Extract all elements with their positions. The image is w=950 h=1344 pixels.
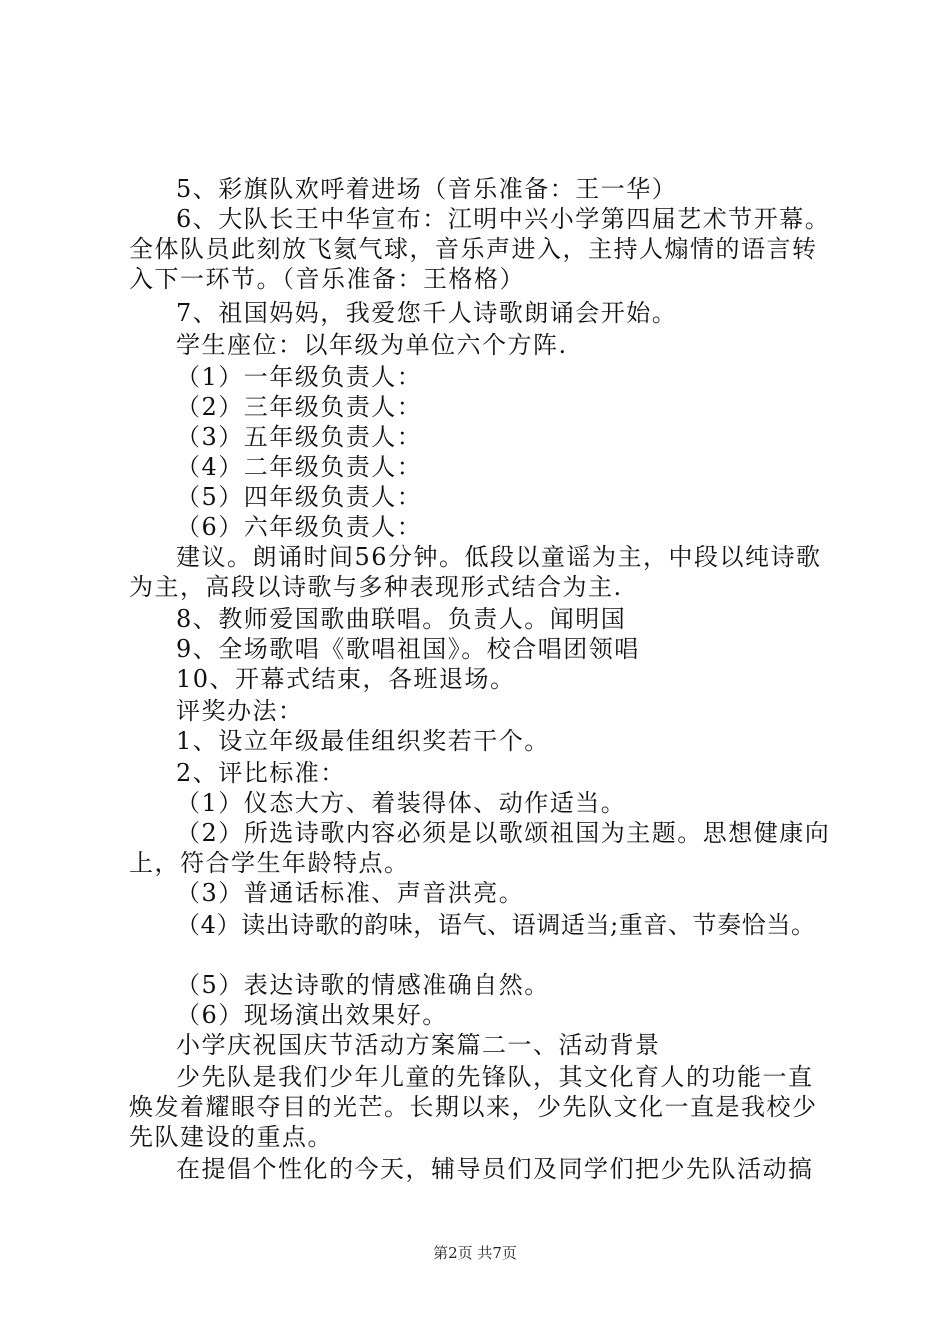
text-line-11: （5）四年级负责人： <box>176 483 423 511</box>
text-line-13: 建议。朗诵时间56分钟。低段以童谣为主，中段以纯诗歌 <box>176 543 822 571</box>
text-line-31: 先队建设的重点。 <box>129 1123 333 1151</box>
text-line-1: 5、彩旗队欢呼着进场（音乐准备：王一华） <box>176 175 678 203</box>
text-line-18: 评奖办法： <box>176 697 304 725</box>
text-line-25: （4）读出诗歌的韵味，语气、语调适当;重音、节奏恰当。 <box>176 911 816 939</box>
text-line-6: 学生座位：以年级为单位六个方阵. <box>176 331 568 359</box>
text-line-10: （4）二年级负责人： <box>176 453 423 481</box>
text-line-29: 少先队是我们少年儿童的先锋队，其文化育人的功能一直 <box>176 1063 814 1091</box>
text-line-9: （3）五年级负责人： <box>176 423 423 451</box>
text-line-19: 1、设立年级最佳组织奖若干个。 <box>176 727 550 755</box>
text-line-3: 全体队员此刻放飞氦气球，音乐声进入，主持人煽情的语言转 <box>129 235 818 263</box>
text-line-32: 在提倡个性化的今天，辅导员们及同学们把少先队活动搞 <box>176 1155 814 1183</box>
text-line-14: 为主，高段以诗歌与多种表现形式结合为主. <box>129 573 623 601</box>
text-line-30: 焕发着耀眼夺目的光芒。长期以来，少先队文化一直是我校少 <box>129 1093 818 1121</box>
page-number-footer: 第2页 共7页 <box>433 1244 517 1262</box>
text-line-24: （3）普通话标准、声音洪亮。 <box>176 879 525 907</box>
text-line-20: 2、评比标准： <box>176 759 346 787</box>
text-line-2: 6、大队长王中华宣布：江明中兴小学第四届艺术节开幕。 <box>176 205 831 233</box>
text-line-8: （2）三年级负责人： <box>176 393 423 421</box>
text-line-26: （5）表达诗歌的情感准确自然。 <box>176 971 550 999</box>
text-line-23: 上，符合学生年龄特点。 <box>129 849 410 877</box>
text-line-12: （6）六年级负责人： <box>176 513 423 541</box>
text-line-15: 8、教师爱国歌曲联唱。负责人。闻明国 <box>176 605 627 633</box>
text-line-4: 入下一环节。（音乐准备：王格格） <box>129 265 525 293</box>
text-line-28: 小学庆祝国庆节活动方案篇二一、活动背景 <box>176 1031 661 1059</box>
text-line-21: （1）仪态大方、着装得体、动作适当。 <box>176 789 627 817</box>
text-line-16: 9、全场歌唱《歌唱祖国》。校合唱团领唱 <box>176 635 640 663</box>
text-line-5: 7、祖国妈妈，我爱您千人诗歌朗诵会开始。 <box>176 299 678 327</box>
text-line-17: 10、开幕式结束，各班退场。 <box>176 665 516 693</box>
text-line-22: （2）所选诗歌内容必须是以歌颂祖国为主题。思想健康向 <box>176 819 831 847</box>
text-line-27: （6）现场演出效果好。 <box>176 1001 448 1029</box>
text-line-7: （1）一年级负责人： <box>176 363 423 391</box>
